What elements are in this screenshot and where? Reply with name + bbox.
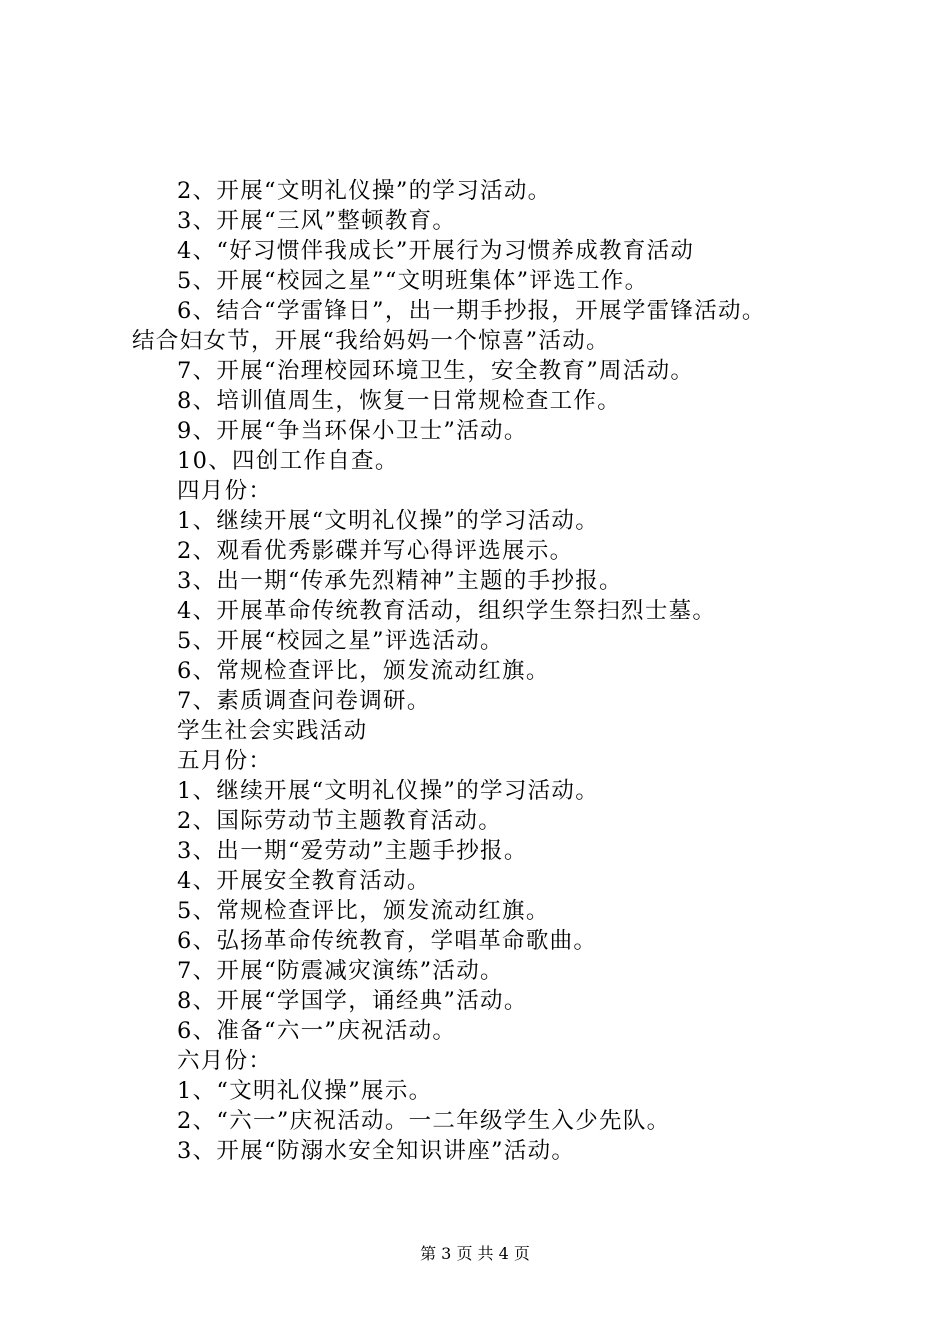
text-line: 五月份： bbox=[177, 748, 273, 774]
text-line: 2、开展“文明礼仪操”的学习活动。 bbox=[177, 178, 552, 204]
text-line: 学生社会实践活动 bbox=[177, 718, 368, 744]
text-line: 1、“文明礼仪操”展示。 bbox=[177, 1078, 433, 1104]
document-body bbox=[132, 176, 832, 1166]
text-line: 六月份： bbox=[177, 1048, 273, 1074]
text-line: 1、继续开展“文明礼仪操”的学习活动。 bbox=[177, 508, 600, 534]
text-line: 结合妇女节，开展“我给妈妈一个惊喜”活动。 bbox=[132, 328, 610, 354]
text-line: 5、开展“校园之星”评选活动。 bbox=[177, 628, 504, 654]
text-line: 8、培训值周生，恢复一日常规检查工作。 bbox=[177, 388, 622, 414]
text-line: 3、出一期“爱劳动”主题手抄报。 bbox=[177, 838, 528, 864]
text-line: 7、开展“防震减灾演练”活动。 bbox=[177, 958, 504, 984]
text-line: 7、素质调查问卷调研。 bbox=[177, 688, 431, 714]
text-line: 8、开展“学国学，诵经典”活动。 bbox=[177, 988, 528, 1014]
text-line: 6、常规检查评比，颁发流动红旗。 bbox=[177, 658, 550, 684]
page-footer: 第 3 页 共 4 页 bbox=[420, 1244, 530, 1263]
text-line: 6、弘扬革命传统教育，学唱革命歌曲。 bbox=[177, 928, 598, 954]
text-line: 6、准备“六一”庆祝活动。 bbox=[177, 1018, 457, 1044]
text-line: 1、继续开展“文明礼仪操”的学习活动。 bbox=[177, 778, 600, 804]
text-line: 2、“六一”庆祝活动。一二年级学生入少先队。 bbox=[177, 1108, 671, 1134]
text-line: 4、“好习惯伴我成长”开展行为习惯养成教育活动 bbox=[177, 238, 695, 264]
text-line: 2、观看优秀影碟并写心得评选展示。 bbox=[177, 538, 574, 564]
text-line: 3、开展“三风”整顿教育。 bbox=[177, 208, 457, 234]
text-line: 3、开展“防溺水安全知识讲座”活动。 bbox=[177, 1138, 576, 1164]
text-line: 7、开展“治理校园环境卫生，安全教育”周活动。 bbox=[177, 358, 695, 384]
text-line: 3、出一期“传承先烈精神”主题的手抄报。 bbox=[177, 568, 623, 594]
text-line: 4、开展革命传统教育活动，组织学生祭扫烈士墓。 bbox=[177, 598, 717, 624]
text-line: 5、常规检查评比，颁发流动红旗。 bbox=[177, 898, 550, 924]
text-line: 10、四创工作自查。 bbox=[177, 448, 399, 474]
text-line: 6、结合“学雷锋日”，出一期手抄报，开展学雷锋活动。 bbox=[177, 298, 766, 324]
text-line: 9、开展“争当环保小卫士”活动。 bbox=[177, 418, 528, 444]
text-line: 四月份： bbox=[177, 478, 273, 504]
text-line: 2、国际劳动节主题教育活动。 bbox=[177, 808, 503, 834]
text-line: 5、开展“校园之星”“文明班集体”评选工作。 bbox=[177, 268, 649, 294]
text-line: 4、开展安全教育活动。 bbox=[177, 868, 431, 894]
